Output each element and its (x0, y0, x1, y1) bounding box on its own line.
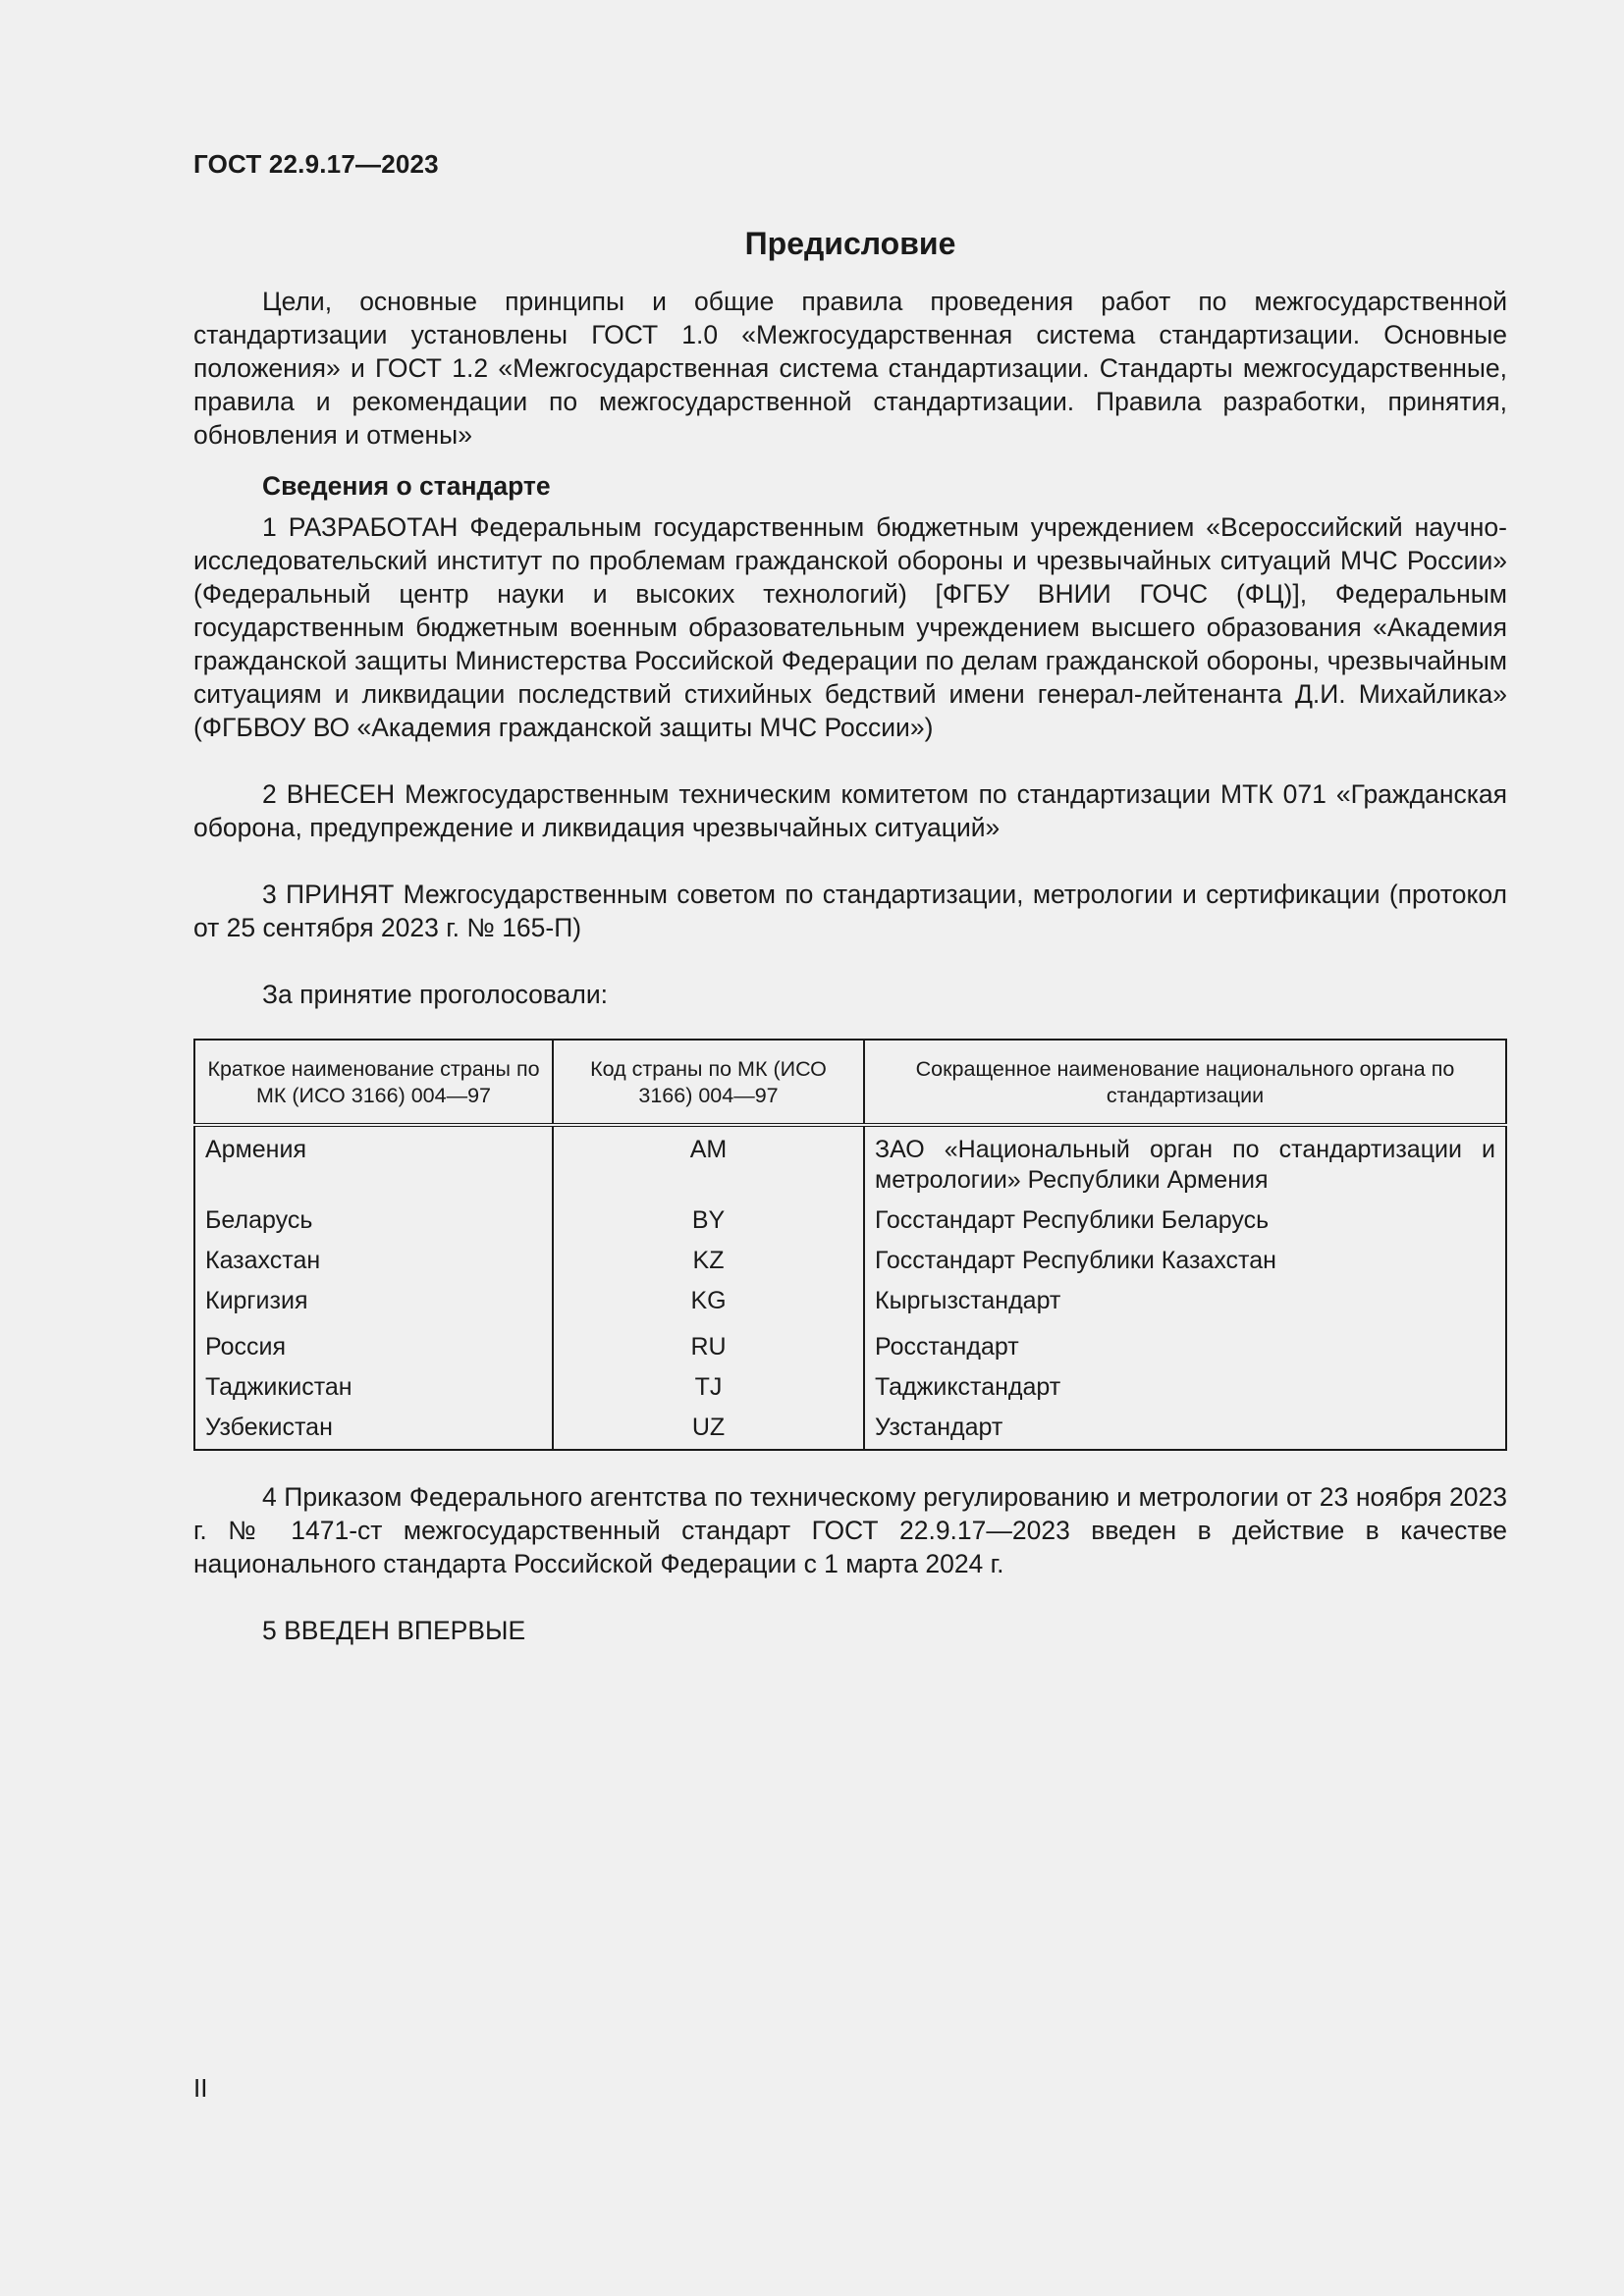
code-cell: BY (553, 1200, 864, 1240)
code-cell: AM (553, 1125, 864, 1200)
table-row (194, 1125, 1506, 1200)
item-order: 4 Приказом Федерального агентства по техническому регулированию и метрологии от 23 ноября 2023 г. № 1471-ст межгосударственный стандарт ГОСТ 22.9.17—2023 введен в действие в качестве национального стандарта Российской Федерации с 1 марта 2024 г. (193, 1482, 1507, 1578)
preface-body (193, 285, 1507, 1647)
item-first: 5 ВВЕДЕН ВПЕРВЫЕ (262, 1616, 526, 1645)
body-cell: ЗАО «Национальный орган по стандартизации и метрологии» Республики Армения (864, 1125, 1506, 1200)
body-cell: Госстандарт Республики Беларусь (864, 1200, 1506, 1240)
code-cell: TJ (553, 1366, 864, 1407)
table-row (194, 1407, 1506, 1450)
country-cell: Армения (194, 1125, 553, 1200)
country-cell: Узбекистан (194, 1407, 553, 1450)
item-adopted: 3 ПРИНЯТ Межгосударственным советом по стандартизации, метрологии и сертификации (протокол от 25 сентября 2023 г. № 165-П) (193, 880, 1507, 942)
header-country: Краткое наименование страны по МК (ИСО 3166) 004—97 (194, 1040, 553, 1125)
intro-paragraph: Цели, основные принципы и общие правила проведения работ по межгосударственной стандартизации установлены ГОСТ 1.0 «Межгосударственная система стандартизации. Основные положения» и ГОСТ 1.2 «Межгосударственная система стандартизации. Стандарты межгосударственные, правила и рекомендации по межгосударственной стандартизации. Правила разработки, принятия, обновления и отмены» (193, 287, 1507, 450)
code-cell: KZ (553, 1240, 864, 1280)
table-row (194, 1280, 1506, 1320)
header-body: Сокращенное наименование национального органа по стандартизации (864, 1040, 1506, 1125)
body-cell: Таджикстандарт (864, 1366, 1506, 1407)
code-cell: RU (553, 1320, 864, 1366)
votes-label: За принятие проголосовали: (262, 980, 609, 1009)
country-cell: Россия (194, 1320, 553, 1366)
item-introduced: 2 ВНЕСЕН Межгосударственным техническим комитетом по стандартизации МТК 071 «Гражданская оборона, предупреждение и ликвидация чрезвычайных ситуаций» (193, 779, 1507, 842)
country-cell: Беларусь (194, 1200, 553, 1240)
code-cell: KG (553, 1280, 864, 1320)
info-heading: Сведения о стандарте (262, 471, 551, 501)
member-states-table (193, 1039, 1507, 1451)
code-cell: UZ (553, 1407, 864, 1450)
table-row (194, 1320, 1506, 1366)
page-title: Предисловие (744, 226, 956, 261)
country-cell: Таджикистан (194, 1366, 553, 1407)
body-cell: Узстандарт (864, 1407, 1506, 1450)
page-number: II (193, 2073, 208, 2103)
country-cell: Казахстан (194, 1240, 553, 1280)
header-code: Код страны по МК (ИСО 3166) 004—97 (553, 1040, 864, 1125)
document-code: ГОСТ 22.9.17—2023 (193, 149, 439, 179)
country-cell: Киргизия (194, 1280, 553, 1320)
body-cell: Госстандарт Республики Казахстан (864, 1240, 1506, 1280)
table-header-row (194, 1040, 1506, 1125)
body-cell: Кыргызстандарт (864, 1280, 1506, 1320)
item-developed: 1 РАЗРАБОТАН Федеральным государственным бюджетным учреждением «Всероссийский научно-исследовательский институт по проблемам гражданской обороны и чрезвычайных ситуаций МЧС России» (Федеральный центр науки и высоких технологий) [ФГБУ ВНИИ ГОЧС (ФЦ)], Федеральным государственным бюджетным военным образовательным учреждением высшего образования «Академия гражданской защиты Министерства Российской Федерации по делам гражданской обороны, чрезвычайным ситуациям и ликвидации последствий стихийных бедствий имени генерал-лейтенанта Д.И. Михайлика» (ФГБВОУ ВО «Академия гражданской защиты МЧС России») (193, 512, 1507, 742)
table-row (194, 1200, 1506, 1240)
table-row (194, 1366, 1506, 1407)
table-row (194, 1240, 1506, 1280)
body-cell: Росстандарт (864, 1320, 1506, 1366)
